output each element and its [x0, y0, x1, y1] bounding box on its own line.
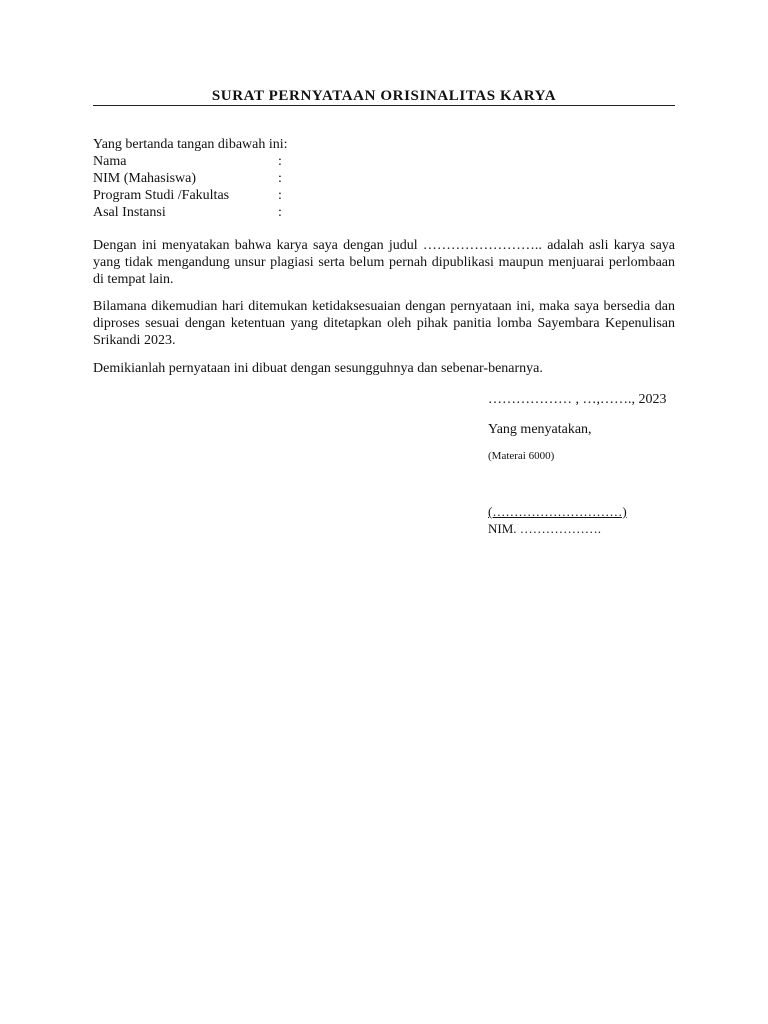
- field-label-nama: Nama: [93, 154, 127, 169]
- field-row-asal-instansi: [93, 204, 393, 221]
- field-row-nim: [93, 170, 393, 187]
- intro-text: Yang bertanda tangan dibawah ini:: [93, 137, 288, 152]
- paragraph-closing: Demikianlah pernyataan ini dibuat dengan sesungguhnya dan sebenar-benarnya.: [93, 361, 543, 376]
- field-row-nama: [93, 153, 393, 170]
- identity-fields: [93, 153, 393, 221]
- field-colon-nama: :: [278, 154, 282, 169]
- field-label-program-studi: Program Studi /Fakultas: [93, 188, 230, 203]
- document-title: SURAT PERNYATAAN ORISINALITAS KARYA: [211, 88, 557, 104]
- field-colon-asal-instansi: :: [278, 205, 282, 220]
- signature-name: (…………………………): [488, 504, 627, 519]
- field-colon-nim: :: [278, 171, 282, 186]
- signature-materai: (Materai 6000): [488, 450, 555, 462]
- field-label-asal-instansi: Asal Instansi: [93, 205, 166, 220]
- field-colon-program-studi: :: [278, 188, 282, 203]
- paragraph-statement: Dengan ini menyatakan bahwa karya saya dengan judul …………………….. adalah asli karya saya yang tidak mengandung unsur plagiasi serta belum pernah dipublikasi maupun menjuarai perlombaan di tempat lain.: [93, 238, 675, 287]
- field-row-program-studi: [93, 187, 393, 204]
- title-underline: [93, 105, 675, 106]
- signature-place-date: ……………… , …,……., 2023: [488, 392, 667, 407]
- signature-nim: NIM. ……………….: [488, 521, 602, 536]
- paragraph-consequence: Bilamana dikemudian hari ditemukan ketidaksesuaian dengan pernyataan ini, maka saya bersedia dan diproses sesuai dengan ketentuan yang ditetapkan oleh pihak panitia lomba Sayembara Kepenulisan Srikandi 2023.: [93, 299, 675, 348]
- field-label-nim: NIM (Mahasiswa): [93, 171, 197, 186]
- signature-stated: Yang menyatakan,: [488, 422, 592, 437]
